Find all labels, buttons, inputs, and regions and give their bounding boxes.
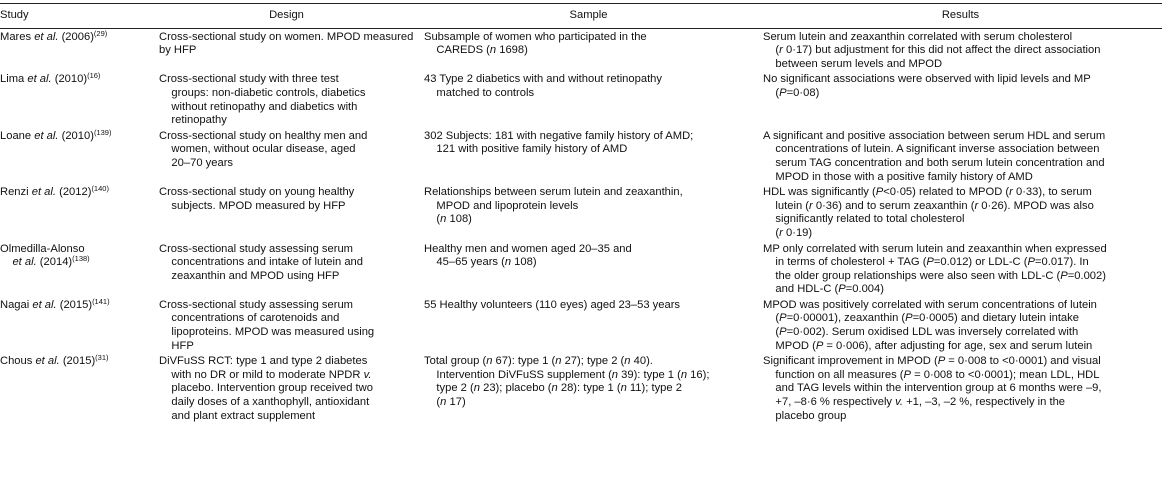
cell-study: Renzi et al. $(2012)^{(140)}$: [0, 184, 109, 199]
table-row: [0, 29, 1162, 72]
cell-sample: Total group (n 67): type 1 (n 27); type 2 (n 40). Intervention DiVFuSS supplement (n 39): type 1 (n 16); type 2 (n 23); placebo (n 28): type 1 (n 11); type 2 (n 17): [424, 355, 710, 409]
studies-table: [0, 3, 1162, 423]
cell-results: Significant improvement in MPOD (P = 0·008 to <0·0001) and visual function on all measures (P = 0·008 to <0·0001); mean LDL, HDL and TAG levels within the intervention group at 6 months were –9, +7, –8·6 % respectively v. +1, –3, –2 %, respectively in the placebo group: [763, 355, 1102, 422]
cell-sample: 43 Type 2 diabetics with and without retinopathy matched to controls: [424, 73, 662, 99]
table-row: [0, 353, 1162, 423]
cell-study: Chous et al. $(2015)^{(31)}$: [0, 353, 109, 368]
cell-sample: Subsample of women who participated in the CAREDS (n 1698): [424, 30, 647, 57]
cell-sample: Relationships between serum lutein and zeaxanthin, MPOD and lipoprotein levels (n 108): [424, 186, 683, 226]
cell-design: Cross-sectional study with three test groups: non-diabetic controls, diabetics without retinopathy and diabetics with retinopathy: [159, 73, 366, 127]
cell-study: Loane et al. $(2010)^{(139)}$: [0, 127, 112, 142]
cell-results: No significant associations were observed with lipid levels and MP (P=0·08): [763, 73, 1091, 99]
table-row: [0, 297, 1162, 353]
header-results: Results: [941, 9, 980, 21]
cell-sample: 302 Subjects: 181 with negative family history of AMD; 121 with positive family history of AMD: [424, 129, 694, 156]
cell-results: Serum lutein and zeaxanthin correlated with serum cholesterol (r 0·17) but adjustment for this did not affect the direct association between serum levels and MPOD: [763, 30, 1101, 70]
table-row: [0, 241, 1162, 297]
table-header-row: [0, 4, 1162, 28]
table-row: [0, 128, 1162, 184]
cell-study: Lima et al. $(2010)^{(16)}$: [0, 71, 101, 86]
table-row: [0, 71, 1162, 127]
cell-study: Nagai et al. $(2015)^{(141)}$: [0, 296, 110, 311]
cell-design: DiVFuSS RCT: type 1 and type 2 diabetes with no DR or mild to moderate NPDR v. placebo. Intervention group received two daily doses of a xanthophyll, antioxidant and plant extract supplement: [159, 355, 373, 422]
header-study: Study: [0, 9, 29, 21]
cell-study: Mares et al. $(2006)^{(29)}$: [0, 28, 108, 43]
header-sample: Sample: [569, 9, 608, 21]
cell-study: Olmedilla-Alonso et al. $(2014)^{(138)}$: [0, 242, 90, 269]
table-body: [0, 29, 1162, 424]
header-design: Design: [269, 9, 304, 21]
cell-results: MPOD was positively correlated with serum concentrations of lutein (P=0·00001), zeaxanthin (P=0·0005) and dietary lutein intake (P=0·002). Serum oxidised LDL was inversely correlated with MPOD (P = 0·006), after adjusting for age, sex and serum lutein: [763, 298, 1097, 352]
cell-results: HDL was significantly (P<0·05) related to MPOD (r 0·33), to serum lutein (r 0·36) and to serum zeaxanthin (r 0·26). MPOD was also significantly related to total cholesterol (r 0·19): [763, 186, 1094, 239]
cell-sample: Healthy men and women aged 20–35 and 45–65 years (n 108): [424, 242, 632, 269]
cell-design: Cross-sectional study on young healthy subjects. MPOD measured by HFP: [159, 186, 355, 212]
cell-results: A significant and positive association between serum HDL and serum concentrations of lutein. A significant inverse association between serum TAG concentration and both serum lutein concentration and MPOD in those with a positive family history of AMD: [763, 129, 1106, 183]
cell-design: Cross-sectional study on women. MPOD measured by HFP: [159, 30, 414, 57]
table-row: [0, 184, 1162, 240]
cell-sample: 55 Healthy volunteers (110 eyes) aged 23–53 years: [424, 298, 681, 311]
cell-design: Cross-sectional study on healthy men and women, without ocular disease, aged 20–70 years: [159, 129, 368, 169]
cell-design: Cross-sectional study assessing serum concentrations and intake of lutein and zeaxanthin and MPOD using HFP: [159, 242, 363, 282]
cell-results: MP only correlated with serum lutein and zeaxanthin when expressed in terms of cholesterol + TAG (P=0.012) or LDL-C (P=0.017). In the older group relationships were also seen with LDL-C (P=0.002) and HDL-C (P=0.004): [763, 242, 1107, 296]
cell-design: Cross-sectional study assessing serum concentrations of carotenoids and lipoproteins. MPOD was measured using HFP: [159, 298, 375, 352]
